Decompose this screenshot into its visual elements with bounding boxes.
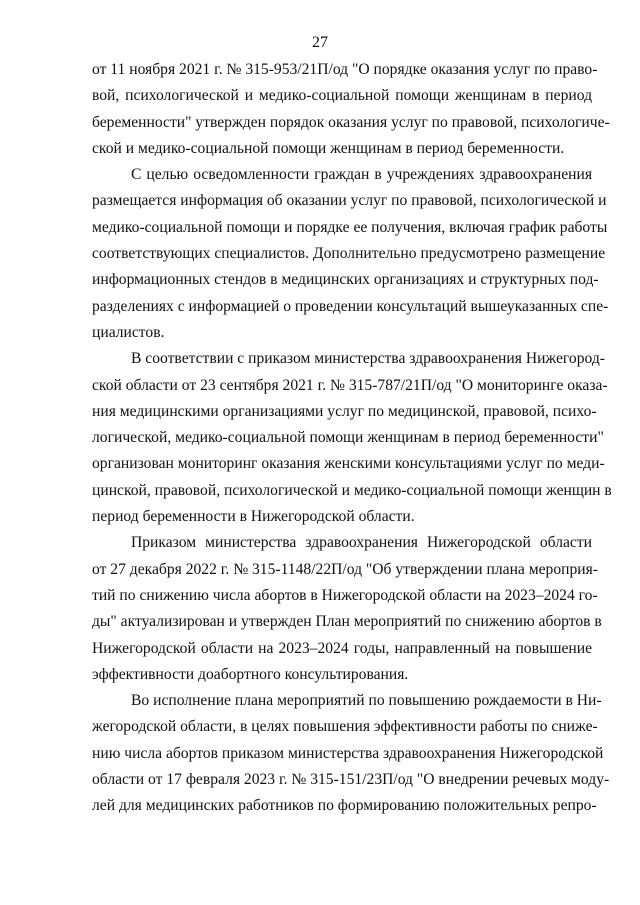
text-line: циалистов. xyxy=(92,323,165,341)
text-line: лей для медицинских работников по формированию положительных репро- xyxy=(92,797,597,815)
page-number: 27 xyxy=(312,34,328,51)
text-line: цинской, правовой, психологической и медико-социальной помощи женщин в xyxy=(92,481,612,499)
text-line: информационных стендов в медицинских организациях и структурных под- xyxy=(92,271,599,289)
text-line: С целью осведомленности граждан в учреждениях здравоохранения xyxy=(131,166,592,184)
text-line: ния медицинскими организациями услуг по медицинской, правовой, психо- xyxy=(92,402,597,420)
text-line: медико-социальной помощи и порядке ее получения, включая график работы xyxy=(92,218,608,236)
text-line: эффективности доабортного консультирования. xyxy=(92,665,409,683)
text-line: логической, медико-социальной помощи женщинам в период беременности" xyxy=(92,429,604,447)
text-line: жегородской области, в целях повышения эффективности работы по сниже- xyxy=(92,718,598,736)
text-line: Приказом министерства здравоохранения Нижегородской области xyxy=(131,534,592,552)
text-line: размещается информация об оказании услуг по правовой, психологической и xyxy=(92,192,607,210)
text-line: от 27 декабря 2022 г. № 315-1148/22П/од "Об утверждении плана мероприя- xyxy=(92,560,598,578)
text-line: от 11 ноября 2021 г. № 315-953/21П/од "О порядке оказания услуг по право- xyxy=(92,61,598,78)
text-line: ды" актуализирован и утвержден План мероприятий по снижению абортов в xyxy=(92,613,602,631)
text-line: ской и медико-социальной помощи женщинам в период беременности. xyxy=(92,139,565,157)
text-line: области от 17 февраля 2023 г. № 315-151/23П/од "О внедрении речевых моду- xyxy=(92,771,610,789)
paragraph xyxy=(92,346,612,530)
text-line: Во исполнение плана мероприятий по повышению рождаемости в Ни- xyxy=(131,692,602,710)
text-line: период беременности в Нижегородской области. xyxy=(92,508,415,526)
paragraph xyxy=(92,57,610,162)
text-line: соответствующих специалистов. Дополнительно предусмотрено размещение xyxy=(92,245,606,263)
text-line: тий по снижению числа абортов в Нижегородской области на 2023–2024 го- xyxy=(92,586,598,604)
text-line: разделениях с информацией о проведении консультаций вышеуказанных спе- xyxy=(92,297,609,315)
text-line: беременности" утвержден порядок оказания услуг по правовой, психологиче- xyxy=(92,113,610,131)
text-line: вой, психологической и медико-социальной помощи женщинам в период xyxy=(92,87,592,105)
text-line: организован мониторинг оказания женскими консультациями услуг по меди- xyxy=(92,455,605,473)
text-line: ской области от 23 сентября 2021 г. № 315-787/21П/од "О мониторинге оказа- xyxy=(92,376,608,394)
text-line: нию числа абортов приказом министерства здравоохранения Нижегородской xyxy=(92,744,604,762)
text-line: Нижегородской области на 2023–2024 годы, направленный на повышение xyxy=(92,639,592,657)
paragraph xyxy=(92,530,602,688)
paragraph xyxy=(92,688,610,819)
text-line: В соответствии с приказом министерства здравоохранения Нижегород- xyxy=(131,350,605,368)
document-body xyxy=(92,57,612,820)
paragraph xyxy=(92,162,609,346)
